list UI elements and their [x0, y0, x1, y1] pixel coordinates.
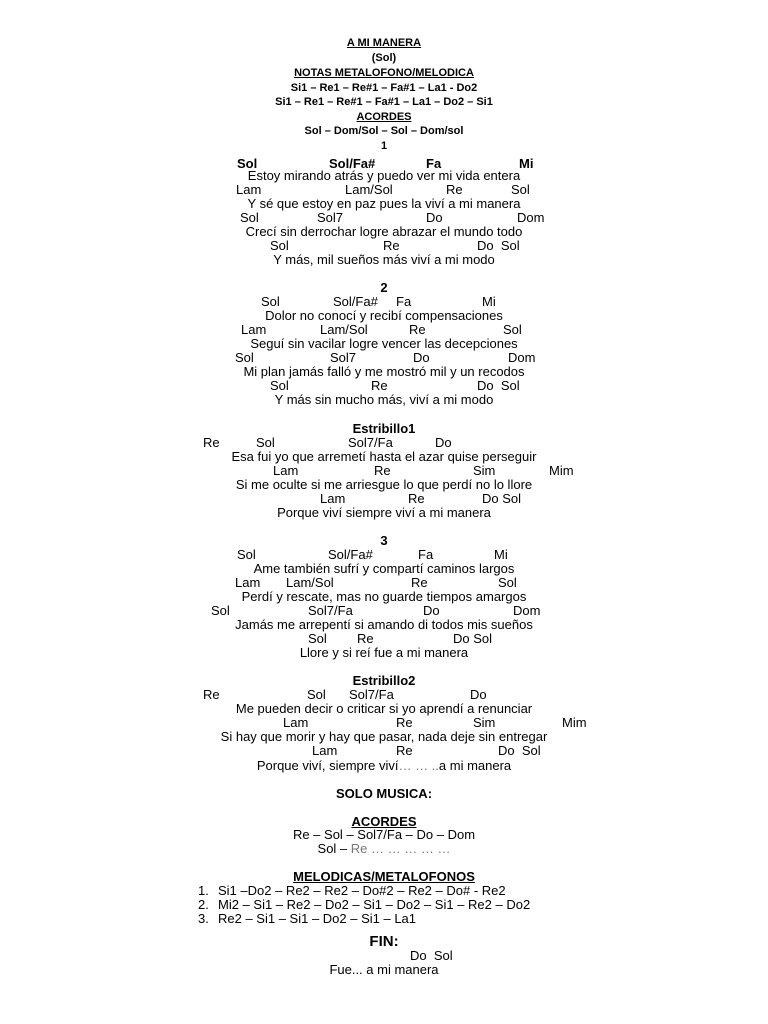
- chord: Sol: [256, 435, 275, 450]
- lyric-line: [0, 759, 768, 772]
- lyric-line: Y más sin mucho más, viví a mi modo: [274, 392, 494, 407]
- chord: Dom: [517, 210, 545, 225]
- verse-1-number: 1: [380, 140, 388, 152]
- chorus-2-heading: Estribillo2: [352, 673, 416, 688]
- chord: Re: [203, 435, 220, 450]
- chord: Dom: [508, 350, 536, 365]
- list-item: Re2 – Si1 – Si1 – Do2 – Si1 – La1: [218, 911, 417, 926]
- melodic-heading: MELODICAS/METALOFONOS: [293, 869, 475, 884]
- chord: Re: [408, 491, 425, 506]
- chord: Sim: [473, 463, 496, 478]
- list-item: Si1 –Do2 – Re2 – Re2 – Do#2 – Re2 – Do# - Re2: [218, 883, 506, 898]
- chord: Sol/Fa#: [328, 547, 373, 562]
- chord: Fa: [396, 294, 412, 309]
- notes-line-1: Si1 – Re1 – Re#1 – Fa#1 – La1 - Do2: [290, 82, 478, 94]
- chord: Re: [371, 378, 388, 393]
- chord: Mi: [519, 156, 534, 171]
- chord: Lam/Sol: [320, 322, 368, 337]
- chord: Do: [413, 350, 430, 365]
- chord: Sol7: [317, 210, 344, 225]
- chorus-1-heading: Estribillo1: [352, 421, 416, 436]
- chord: Do Sol: [482, 491, 522, 506]
- chord: Do Sol: [453, 631, 493, 646]
- lyric-line: Llore y si reí fue a mi manera: [299, 645, 469, 660]
- lyric-line: Seguí sin vacilar logre vencer las decepciones: [250, 336, 518, 351]
- faded-chord-text: Re … … … … …: [350, 841, 451, 856]
- chord: Re: [411, 575, 428, 590]
- lyric-line: Mi plan jamás falló y me mostró mil y un recodos: [243, 364, 525, 379]
- chord: Re: [357, 631, 374, 646]
- solo-chords-line-2: [0, 842, 768, 855]
- lyric-line: Jamás me arrepentí si amando di todos mis sueños: [235, 617, 533, 632]
- chord: Lam/Sol: [345, 182, 393, 197]
- chord: Sol: [237, 547, 256, 562]
- chord: Lam: [283, 715, 309, 730]
- chord: Do: [426, 210, 443, 225]
- verse-3-number: 3: [380, 533, 388, 548]
- chord: Do: [435, 435, 452, 450]
- chord: Re: [203, 687, 220, 702]
- list-number: 3.: [198, 911, 209, 926]
- lyric-line: Dolor no conocí y recibí compensaciones: [265, 308, 503, 323]
- chord: Sol: [308, 631, 327, 646]
- chord: Re: [409, 322, 426, 337]
- lyric-line: Crecí sin derrochar logre abrazar el mundo todo: [245, 224, 523, 239]
- chord: Do Sol: [477, 378, 520, 393]
- lyric-line: Y sé que estoy en paz pues la viví a mi manera: [247, 196, 521, 211]
- chord: Sol: [240, 210, 259, 225]
- chord: Dom: [513, 603, 541, 618]
- chord: Mi: [482, 294, 496, 309]
- chord: Sol: [511, 182, 530, 197]
- chord: Fa: [426, 156, 442, 171]
- chord: Sol: [270, 238, 289, 253]
- chord: Sol: [498, 575, 517, 590]
- intro-chords: Sol – Dom/Sol – Sol – Dom/sol: [304, 125, 464, 137]
- chord: Sol/Fa#: [333, 294, 378, 309]
- chord: Re: [446, 182, 463, 197]
- chord: Lam: [236, 182, 262, 197]
- chord: Sol: [237, 156, 258, 171]
- lyric-text: a mi manera: [438, 758, 512, 773]
- chord: Mim: [562, 715, 587, 730]
- lyric-line: Y más, mil sueños más viví a mi modo: [273, 252, 495, 267]
- solo-chords-heading: ACORDES: [351, 814, 417, 829]
- lyric-line: Ame también sufrí y compartí caminos largos: [253, 561, 515, 576]
- chord: Sol7/Fa: [308, 603, 353, 618]
- chord: Mim: [549, 463, 574, 478]
- chord: Sol: [270, 378, 289, 393]
- chord: Lam: [320, 491, 346, 506]
- list-item: Mi2 – Si1 – Re2 – Do2 – Si1 – Do2 – Si1 – Re2 – Do2: [218, 897, 531, 912]
- chord: Sol7/Fa: [349, 687, 394, 702]
- chord: Sol: [261, 294, 280, 309]
- ending-heading: FIN:: [369, 933, 399, 950]
- lyric-line: Me pueden decir o criticar si yo aprendí a renunciar: [235, 701, 533, 716]
- chord: Do Sol: [498, 743, 541, 758]
- lyric-text: Porque viví, siempre viví: [256, 758, 399, 773]
- chord: Re: [383, 238, 400, 253]
- chord: Lam: [241, 322, 267, 337]
- chord: Fa: [418, 547, 434, 562]
- chord: Do Sol: [410, 948, 453, 963]
- verse-2-number: 2: [380, 280, 388, 295]
- lyric-line: Fue... a mi manera: [329, 962, 439, 977]
- solo-heading: SOLO MUSICA:: [335, 786, 433, 801]
- lyric-line: Estoy mirando atrás y puedo ver mi vida entera: [247, 168, 521, 183]
- list-number: 1.: [198, 883, 209, 898]
- chord: Sol7: [330, 350, 357, 365]
- chord: Sol: [235, 350, 254, 365]
- chord: Re: [396, 743, 413, 758]
- notes-heading: NOTAS METALOFONO/MELODICA: [294, 67, 474, 79]
- chord: Lam/Sol: [286, 575, 334, 590]
- chord: Sol: [211, 603, 230, 618]
- lyric-line: Porque viví siempre viví a mi manera: [277, 505, 491, 520]
- chord: Sim: [473, 715, 496, 730]
- chord: Sol: [307, 687, 326, 702]
- lyric-line: Si hay que morir y hay que pasar, nada deje sin entregar: [220, 729, 548, 744]
- chord: Do Sol: [477, 238, 520, 253]
- lyric-line: Esa fui yo que arremetí hasta el azar quise perseguir: [231, 449, 537, 464]
- chord: Sol/Fa#: [329, 156, 376, 171]
- song-key: (Sol): [371, 52, 397, 64]
- song-title: A MI MANERA: [346, 37, 422, 49]
- chords-heading: ACORDES: [356, 111, 412, 123]
- chord: Lam: [235, 575, 261, 590]
- chord: Do: [470, 687, 487, 702]
- chord: Lam: [312, 743, 338, 758]
- chord: Lam: [273, 463, 299, 478]
- chord: Mi: [494, 547, 508, 562]
- faded-ellipsis: … … ..: [398, 758, 439, 773]
- notes-line-2: Si1 – Re1 – Re#1 – Fa#1 – La1 – Do2 – Si1: [275, 96, 493, 108]
- lyric-line: Si me oculte si me arriesgue lo que perdí no lo llore: [235, 477, 533, 492]
- chord: Sol: [503, 322, 522, 337]
- chord: Do: [423, 603, 440, 618]
- chord-text: Sol –: [317, 841, 351, 856]
- chord: Re: [396, 715, 413, 730]
- list-number: 2.: [198, 897, 209, 912]
- solo-chords-line-1: Re – Sol – Sol7/Fa – Do – Dom: [292, 827, 476, 842]
- chord: Sol7/Fa: [348, 435, 393, 450]
- chord: Re: [374, 463, 391, 478]
- lyric-line: Perdí y rescate, mas no guarde tiempos amargos: [241, 589, 527, 604]
